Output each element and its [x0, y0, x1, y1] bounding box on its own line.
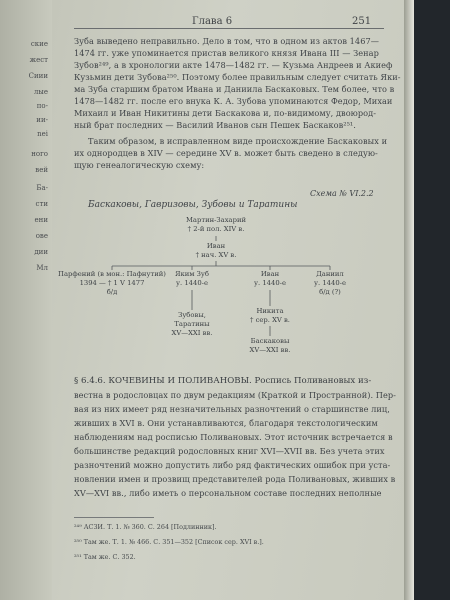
left-page-fragment: ени — [34, 216, 48, 224]
text-line: ма Зуба старшим братом Ивана и Даниила Баскаковых. Тем более, что в — [74, 84, 395, 94]
left-page-fragment: вей — [35, 166, 48, 174]
node-dates: † сер. XV в. — [250, 316, 290, 324]
text-line: Зубов²⁴⁹, а в хронологии акте 1478—1482 гг. — Кузьма Андреев и Акиеф — [74, 60, 393, 70]
chapter-header: Глава 6 — [192, 16, 233, 27]
node-dates: у. 1440-е — [314, 279, 346, 287]
node-note: б/д — [106, 288, 118, 296]
node-martin — [176, 216, 256, 234]
node-dates: † 2-й пол. XIV в. — [187, 225, 245, 233]
node-dates: † нач. XV в. — [195, 251, 237, 259]
left-page-edge — [0, 0, 52, 600]
text-line: разночтений можно допустить либо ряд фактических ошибок при уста- — [74, 460, 391, 470]
left-page-fragment: ские — [30, 40, 48, 48]
text-line: вестна в родословцах по двум редакциям (Краткой и Пространной). Пер- — [74, 390, 396, 400]
node-ivan-root — [186, 242, 246, 260]
text-line: Зуба выведено неправильно. Дело в том, что в одном из актов 1467— — [74, 36, 379, 46]
footnote: ²⁴⁹ АСЗИ. Т. 1. № 360. С. 264 [Подлинник]. — [74, 523, 217, 531]
left-page-fragment: сти — [35, 200, 48, 208]
node-ivan-child — [240, 270, 300, 288]
node-name: Зубовы, — [178, 311, 206, 319]
node-dates: 1394 — † 1 V 1477 — [79, 279, 145, 287]
node-daniil — [304, 270, 356, 297]
section-number: § 6.4.6. — [74, 376, 106, 386]
section-title: КОЧЕВИНЫ И ПОЛИВАНОВЫ. — [108, 376, 252, 386]
node-dates: XV—XXI вв. — [249, 346, 291, 354]
left-page-fragment: Ба- — [36, 184, 48, 192]
node-name: Никита — [256, 307, 284, 315]
scheme-title: Баскаковы, Гавризовы, Зубовы и Таратины — [88, 200, 298, 210]
footnote: ²⁵¹ Там же. С. 352. — [74, 553, 136, 561]
text-line: Таким образом, в исправленном виде происхождение Баскаковых и — [88, 136, 388, 146]
text-line: Кузьмин дети Зубова²⁵⁰. Поэтому более правильным следует считать Яки- — [74, 72, 401, 82]
text-line: 1478—1482 гг. после его внука К. А. Зубова упоминаются Федор, Михаи — [74, 96, 393, 106]
text-line: щую генеалогическую схему: — [74, 160, 205, 170]
node-name: Мартин-Захарий — [185, 216, 247, 224]
page-number: 251 — [352, 16, 372, 27]
node-name: Иван — [260, 270, 280, 278]
footnote-rule — [74, 517, 154, 518]
left-page-fragment: лые — [33, 88, 48, 96]
left-page-fragment: жест — [29, 56, 48, 64]
text-line: живших в XVI в. Они устанавливаются, благодаря текстологическим — [74, 418, 378, 428]
left-page-fragment: ове — [35, 232, 48, 240]
text-line: наблюдениям над росписью Поливановых. Этот источник встречается в — [74, 432, 393, 442]
text-line: XV—XVI вв., либо иметь о персональном составе последних неполные — [74, 488, 382, 498]
node-baskakovy — [238, 337, 302, 355]
book-cover — [414, 0, 450, 600]
left-page-fragment: дии — [34, 248, 48, 256]
genealogy-connectors — [52, 0, 404, 600]
node-name: Иван — [206, 242, 226, 250]
text-line: ный брат последних — Василий Иванов сын Пешек Баскаков²⁵¹. — [74, 120, 356, 130]
node-name: Яким Зуб — [174, 270, 210, 278]
text-line: вая из них имеет ряд незначительных разночтений о старшинстве лиц, — [74, 404, 390, 414]
section-heading — [74, 376, 371, 386]
text-line: Михаил и Иван Никитины дети Баскакова и, по-видимому, двоюрод- — [74, 108, 377, 118]
node-dates: у. 1440-е — [254, 279, 286, 287]
left-page-fragment: Мл — [36, 264, 48, 272]
left-page-fragment: nei — [37, 130, 48, 138]
page-stack-edge — [404, 0, 414, 600]
footnote: ²⁵⁰ Там же. Т. 1. № 466. С. 351—352 [Список сер. XVI в.]. — [74, 538, 264, 546]
scheme-label: Схема № VI.2.2 — [310, 189, 374, 198]
node-name: Парфений (в мон.: Пафнутий) — [58, 270, 166, 278]
text-line: 1474 гг. уже упоминается пристав великого князя Ивана III — Зенар — [74, 48, 379, 58]
node-name: Даниил — [316, 270, 344, 278]
left-page-fragment: ии- — [36, 116, 48, 124]
text-line: новлении имен и прозвищ представителей рода Поливановых, живших в — [74, 474, 396, 484]
left-page-fragment: по- — [36, 102, 48, 110]
node-name: Баскаковы — [250, 337, 290, 345]
node-zubovy — [160, 311, 224, 338]
book-page — [52, 0, 404, 600]
node-dates: XV—XXI вв. — [171, 329, 213, 337]
node-yakim-zub — [162, 270, 222, 288]
node-parfeny — [56, 270, 168, 297]
node-nikita — [238, 307, 302, 325]
left-page-fragment: Сиии — [28, 72, 48, 80]
node-name: Таратины — [174, 320, 210, 328]
node-dates: у. 1440-е — [176, 279, 208, 287]
text-line: их однородцев в XIV — середине XV в. может быть сведено в следую- — [74, 148, 378, 158]
text-line: Роспись Поливановых из- — [254, 376, 372, 386]
text-line: большинстве редакций родословных книг XVI—XVII вв. Без учета этих — [74, 446, 385, 456]
node-note: б/д (?) — [319, 288, 341, 296]
left-page-fragment: ного — [31, 150, 48, 158]
